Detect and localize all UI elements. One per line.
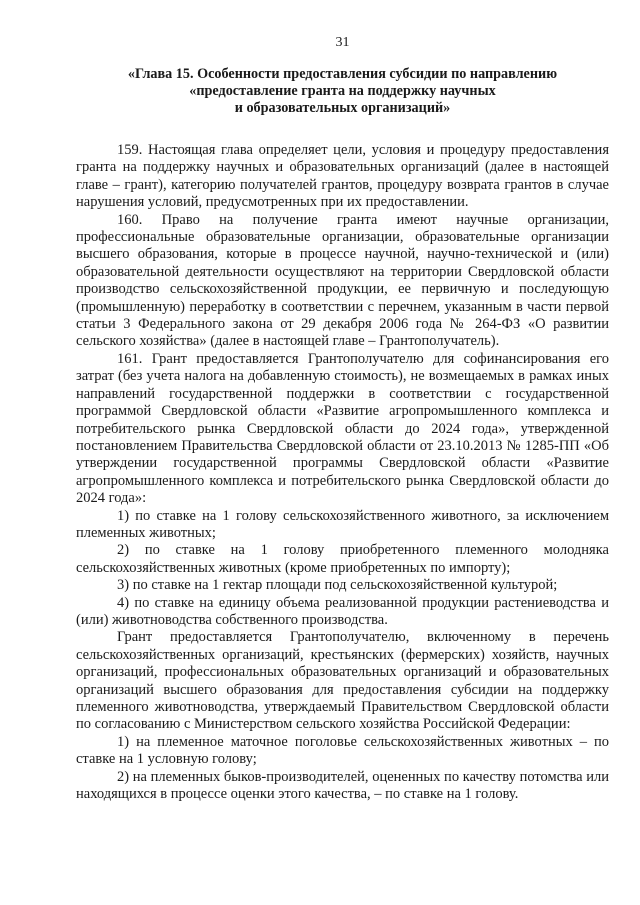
list-item-2: 2) по ставке на 1 голову приобретенного племенного молодняка сельскохозяйственных животных (кроме приобретенных по импорту);	[76, 542, 609, 576]
chapter-heading-line-2: «предоставление гранта на поддержку научных	[189, 83, 496, 99]
document-page	[76, 34, 609, 803]
list-item-breeding-2: 2) на племенных быков-производителей, оцененных по качеству потомства или находящихся в процессе оценки этого качества, – по ставке на 1 голову.	[76, 768, 609, 803]
page-number: 31	[335, 35, 350, 50]
paragraph-161: 161. Грант предоставляется Грантополучателю для софинансирования его затрат (без учета налога на добавленную стоимость), не возмещаемых в рамках иных направлений государственной поддержки в соответствии с государственной программой Свердловской области «Развитие агропромышленного комплекса и потребительского рынка Свердловской области до 2024 года», утвержденной постановлением Правительства Свердловской области от 23.10.2013 № 1285-ПП «Об утверждении государственной программы Свердловской области «Развитие агропромышленного комплекса и потребительского рынка Свердловской области до 2024 года»:	[76, 350, 609, 507]
paragraph-160: 160. Право на получение гранта имеют научные организации, профессиональные образовательные организации, образовательные организации высшего образования, которые в процессе научной, научно-технической и (или) образовательной деятельности осуществляют на территории Свердловской области производство сельскохозяйственной продукции, ее первичную и последующую (промышленную) переработку в соответствии с перечнем, указанным в части первой статьи 3 Федерального закона от 29 декабря 2006 года № 264-ФЗ «О развитии сельского хозяйства» (далее в настоящей главе – Грантополучатель).	[76, 211, 609, 350]
chapter-heading-line-1: «Глава 15. Особенности предоставления субсидии по направлению	[127, 66, 558, 82]
list-item-4: 4) по ставке на единицу объема реализованной продукции растениеводства и (или) животноводства собственного производства.	[76, 594, 609, 628]
chapter-heading	[76, 66, 609, 117]
list-item-3: 3) по ставке на 1 гектар площади под сельскохозяйственной культурой;	[117, 577, 558, 594]
paragraph-159: 159. Настоящая глава определяет цели, условия и процедуру предоставления гранта на поддержку научных и образовательных организаций (далее в настоящей главе – грант), категорию получателей грантов, процедуру возврата грантов в случае нарушения условий, предусмотренных при их предоставлении.	[76, 142, 609, 211]
list-item-breeding-1: 1) на племенное маточное поголовье сельскохозяйственных животных – по ставке на 1 условную голову;	[76, 733, 609, 768]
chapter-heading-line-3: и образовательных организаций»	[234, 100, 451, 116]
list-item-1: 1) по ставке на 1 голову сельскохозяйственного животного, за исключением племенных животных;	[76, 507, 609, 541]
paragraph-grant-breeding: Грант предоставляется Грантополучателю, включенному в перечень сельскохозяйственных организаций, крестьянских (фермерских) хозяйств, научных организаций, профессиональных образовательных организаций и образовательных организаций высшего образования для предоставления субсидии на поддержку племенного животноводства, утверждаемый Правительством Свердловской области по согласованию с Министерством сельского хозяйства Российской Федерации:	[76, 629, 609, 733]
